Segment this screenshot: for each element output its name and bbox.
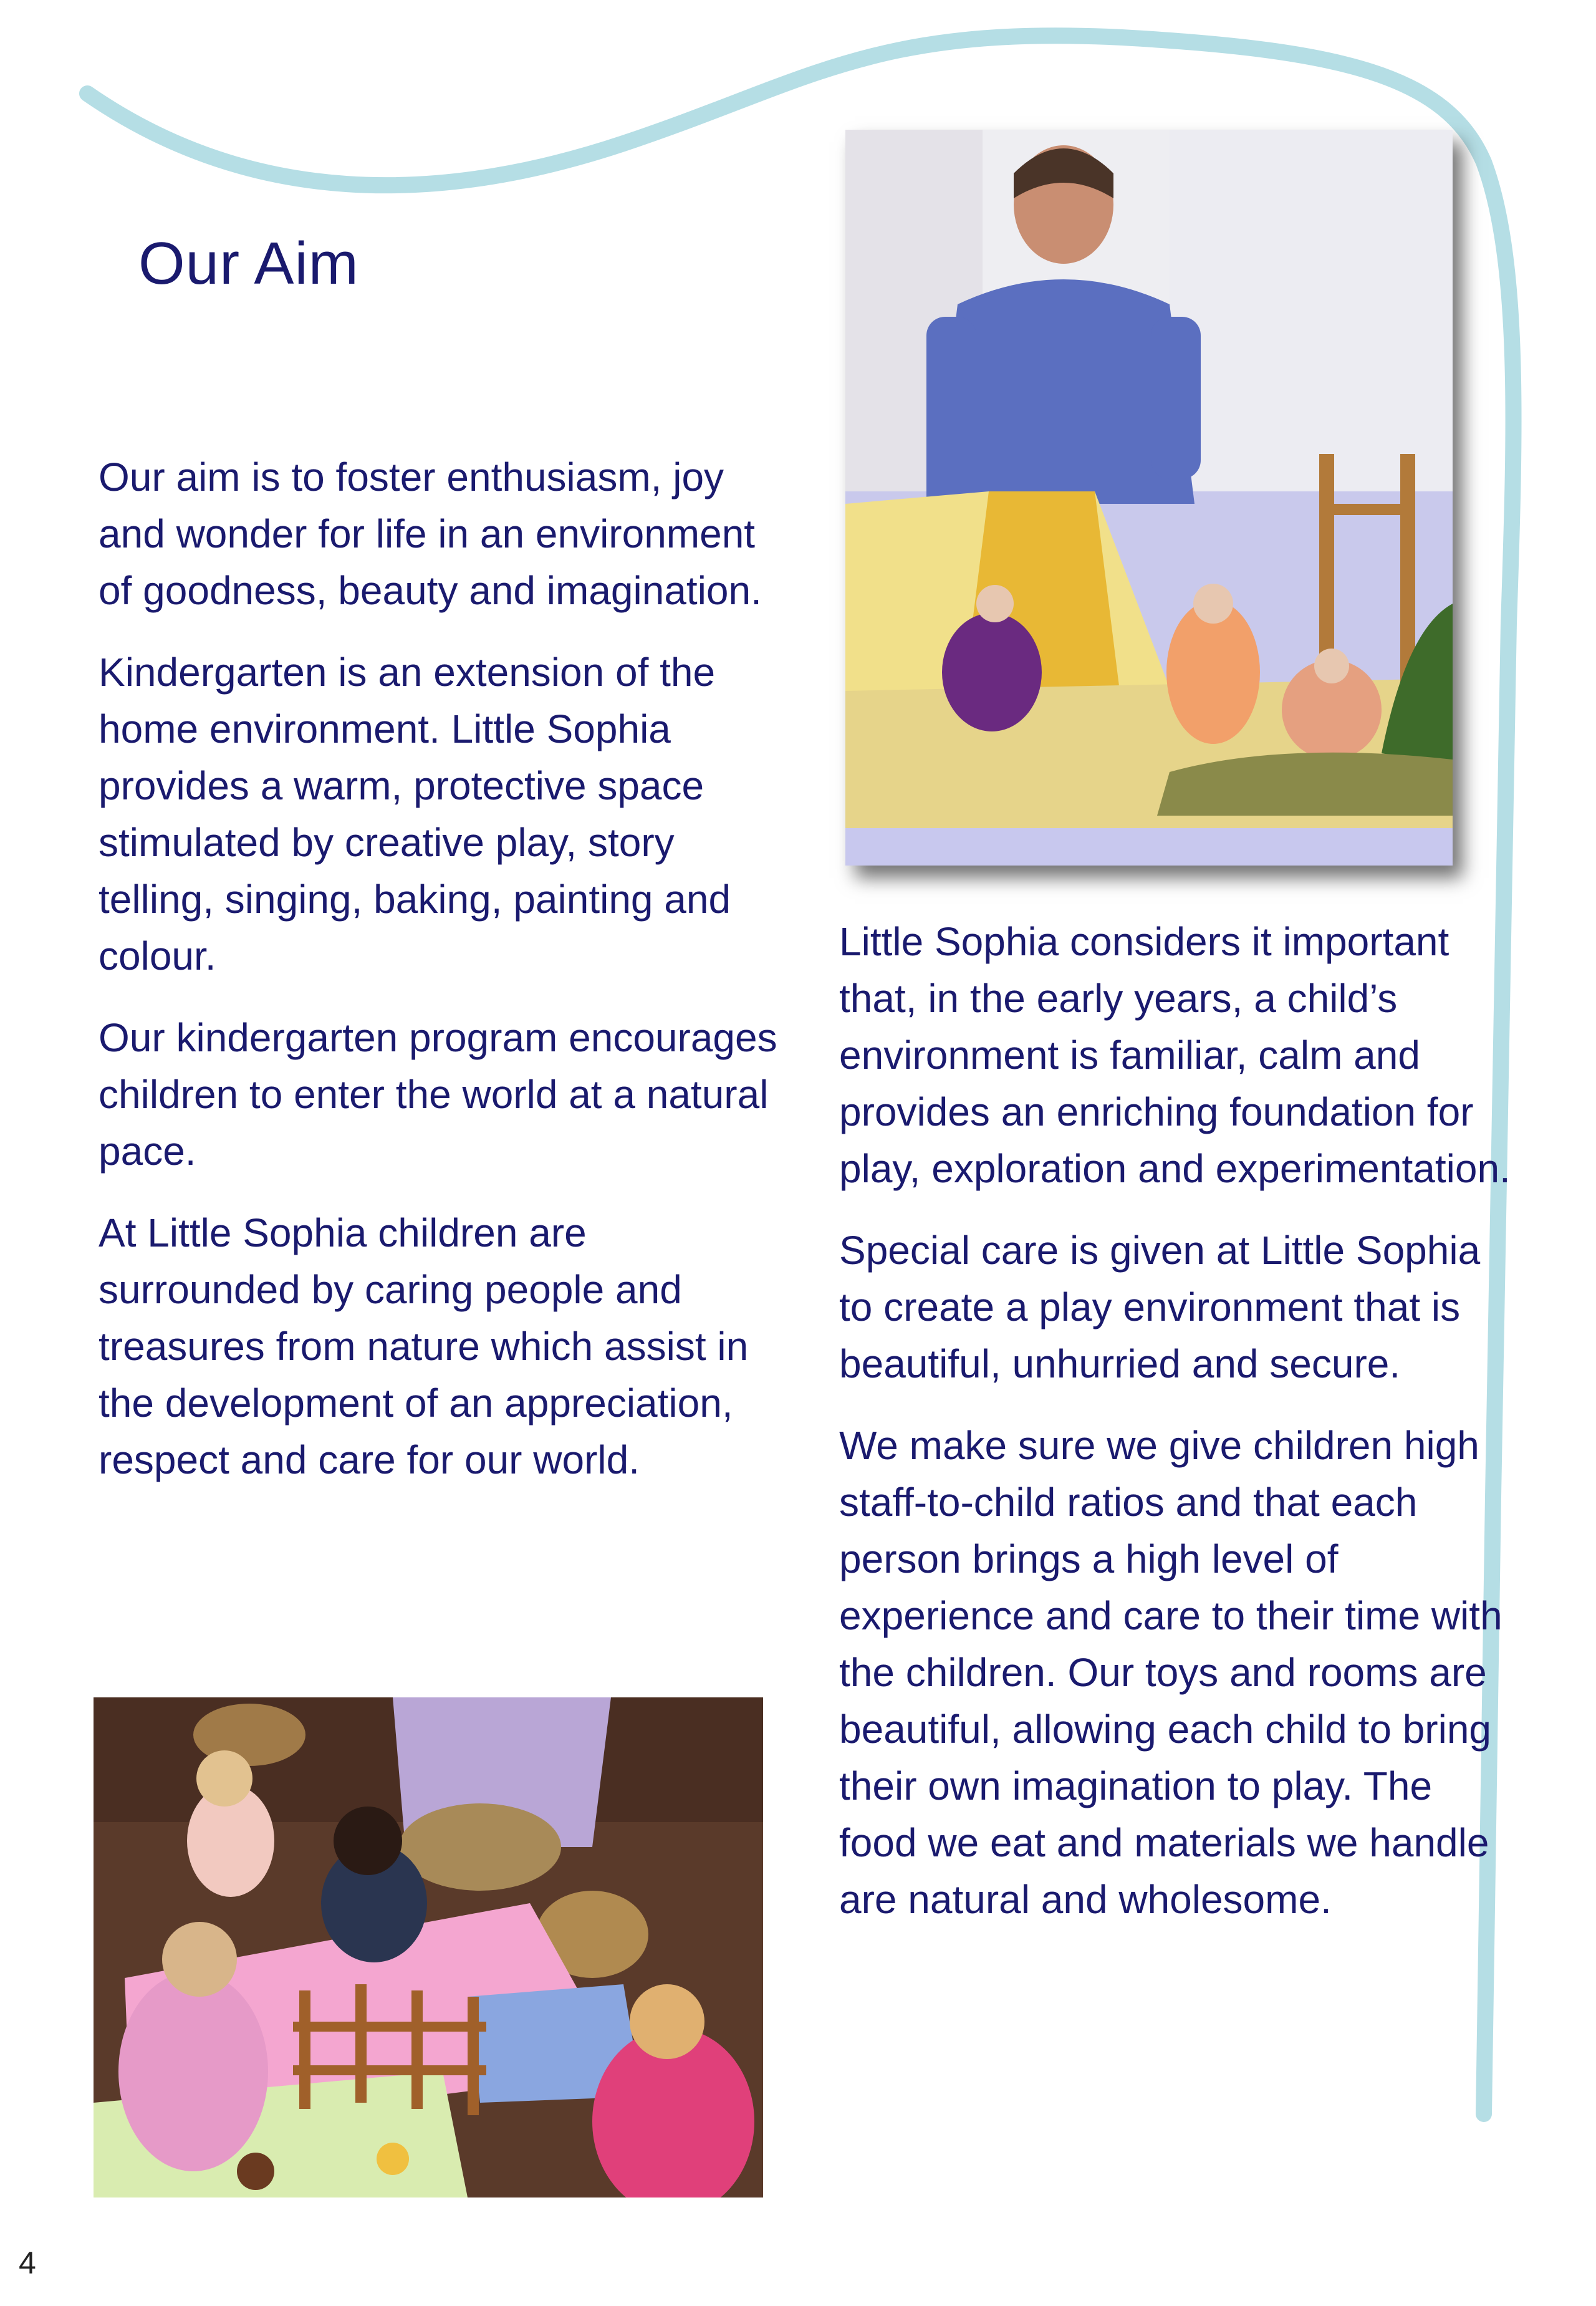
paragraph: Special care is given at Little Sophia to create a play environment that is beautiful, unhurried and secure. (839, 1228, 1481, 1386)
paragraph: We make sure we give children high staff-to-child ratios and that each person brings a high level of experience and care to their time with the children. Our toys and rooms are beautiful, allowing each child to bring their own imagination to play. The food we eat and materials we handle are natural and wholesome. (839, 1423, 1502, 1922)
paragraph: At Little Sophia children are surrounded by caring people and treasures from nature which assist in the development of an appreciation, respect and care for our world. (99, 1210, 749, 1482)
page-title: Our Aim (138, 230, 359, 297)
right-text-column (839, 914, 1519, 1953)
paragraph: Kindergarten is an extension of the home environment. Little Sophia provides a warm, protective space stimulated by creative play, story telling, singing, baking, painting and colour. (99, 650, 731, 978)
paragraph: Little Sophia considers it important that, in the early years, a child’s environment is familiar, calm and provides an enriching foundation for play, exploration and experimentation. (839, 919, 1511, 1191)
paragraph: Our kindergarten program encourages children to enter the world at a natural pace. (99, 1015, 777, 1174)
teacher-puppet-show-photo (845, 130, 1453, 866)
left-text-column (99, 449, 778, 1513)
children-playing-photo (94, 1697, 763, 2197)
paragraph: Our aim is to foster enthusiasm, joy and wonder for life in an environment of goodness, beauty and imagination. (99, 455, 762, 613)
page-number: 4 (19, 2246, 36, 2280)
